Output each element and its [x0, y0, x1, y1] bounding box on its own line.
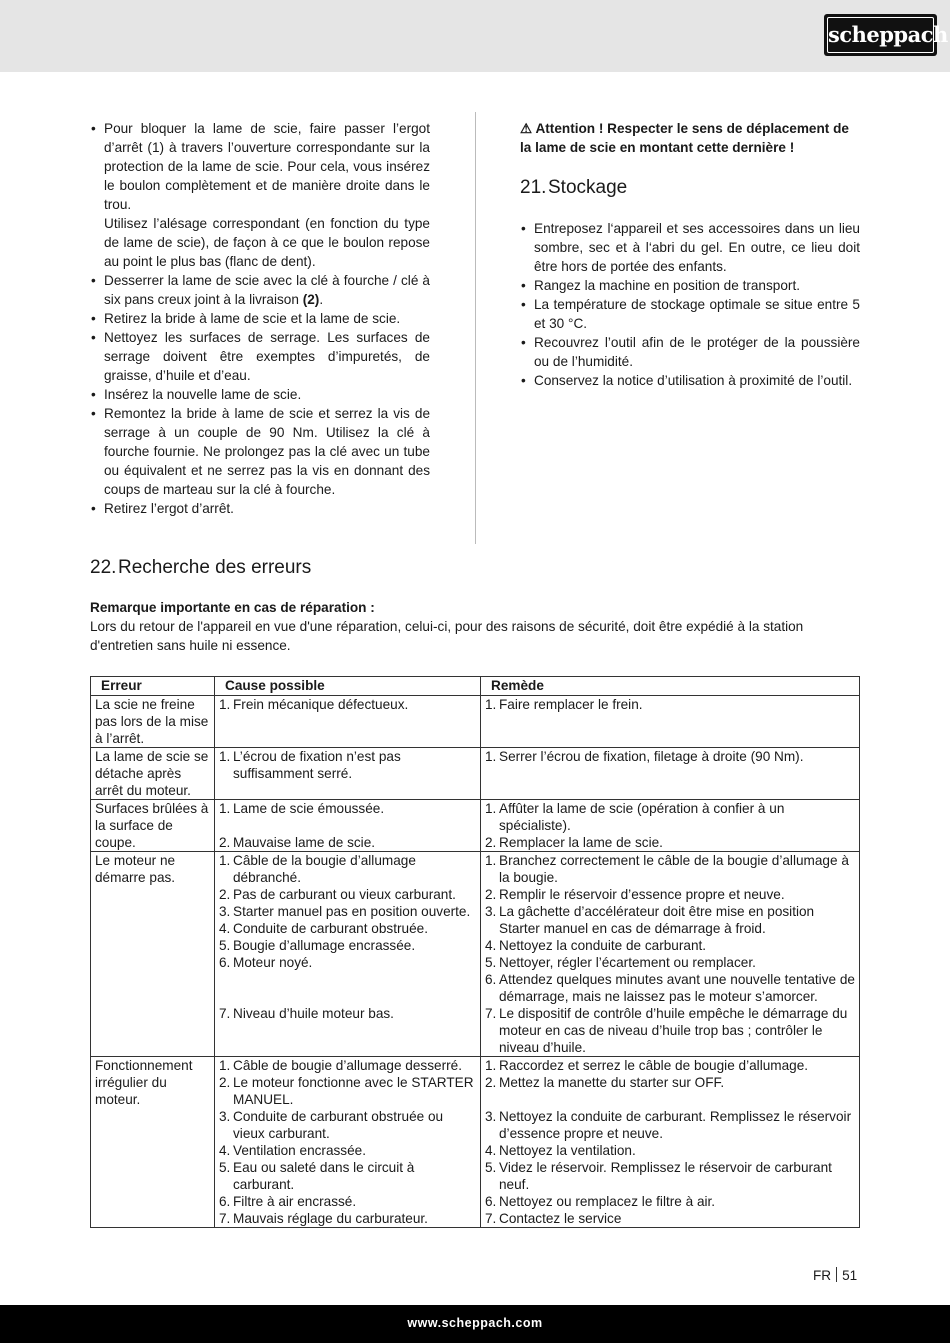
table-row	[91, 1057, 860, 1228]
list-item	[90, 499, 430, 518]
header-erreur: Erreur	[91, 677, 215, 696]
item-text: Branchez correctement le câble de la bougie d’allumage à la bougie.	[499, 853, 849, 885]
item-number: 5.	[219, 1160, 231, 1175]
item-number: 3.	[219, 904, 231, 919]
item-text: Mettez la manette du starter sur OFF.	[499, 1075, 725, 1090]
list-item	[219, 903, 476, 920]
item-text: Lame de scie émoussée.	[233, 801, 385, 816]
list-item	[485, 886, 855, 903]
list-item	[219, 748, 476, 782]
spacer	[219, 817, 476, 834]
section-22-heading: 22.Recherche des erreurs	[90, 557, 312, 578]
item-number: 7.	[485, 1211, 497, 1226]
item-number: 3.	[219, 1109, 231, 1124]
list-item	[219, 1108, 476, 1142]
column-divider	[475, 112, 476, 544]
remedy-cell	[481, 696, 860, 748]
troubleshooting-table	[90, 676, 860, 1228]
item-text: Mauvais réglage du carburateur.	[233, 1211, 428, 1226]
list-item	[219, 800, 476, 817]
list-item: • La température de stockage optimale se situe entre 5 et 30 °C.	[520, 295, 860, 333]
item-text: Contactez le service	[499, 1211, 622, 1226]
item-text: Filtre à air encrassé.	[233, 1194, 357, 1209]
item-text: Raccordez et serrez le câble de bougie d’allumage.	[499, 1058, 809, 1073]
remedy-cell	[481, 800, 860, 852]
spacer	[219, 988, 476, 1005]
item-number: 4.	[219, 1143, 231, 1158]
list-item	[485, 748, 855, 765]
list-item	[219, 852, 476, 886]
item-number: 1.	[219, 697, 231, 712]
list-item	[219, 1057, 476, 1074]
item-text: Câble de bougie d’allumage desserré.	[233, 1058, 462, 1073]
list-item	[219, 834, 476, 851]
list-item: • Rangez la machine en position de transport.	[520, 276, 860, 295]
list-item	[485, 1057, 855, 1074]
item-number: 2.	[485, 1075, 497, 1090]
item-number: 1.	[485, 853, 497, 868]
list-item	[485, 1210, 855, 1227]
item-text: Câble de la bougie d’allumage débranché.	[233, 853, 416, 885]
item-number: 1.	[219, 853, 231, 868]
item-number: 1.	[219, 1058, 231, 1073]
item-text: L’écrou de fixation n’est pas suffisamment serré.	[233, 749, 401, 781]
bullet-text: Retirez la bride à lame de scie et la lame de scie.	[104, 311, 401, 326]
list-item	[219, 1005, 476, 1022]
item-text: Nettoyer, régler l’écartement ou remplacer.	[499, 955, 756, 970]
numbered-list	[485, 800, 855, 851]
numbered-list	[219, 1057, 476, 1227]
list-item	[485, 1074, 855, 1091]
item-number: 1.	[219, 801, 231, 816]
item-text: Frein mécanique défectueux.	[233, 697, 409, 712]
remedy-cell	[481, 748, 860, 800]
remedy-cell	[481, 1057, 860, 1228]
numbered-list	[219, 800, 476, 851]
footer-bar	[0, 1305, 950, 1343]
scheppach-logo: scheppach	[824, 14, 937, 56]
list-item	[90, 385, 430, 404]
item-number: 3.	[485, 904, 497, 919]
item-text: Nettoyez la conduite de carburant.	[499, 938, 707, 953]
cause-cell	[215, 696, 481, 748]
item-text: Nettoyez la conduite de carburant. Remplissez le réservoir d’essence propre et neuve.	[499, 1109, 852, 1141]
table-row	[91, 800, 860, 852]
list-item	[219, 954, 476, 971]
item-number: 2.	[485, 887, 497, 902]
cause-cell	[215, 748, 481, 800]
header-remede: Remède	[481, 677, 860, 696]
item-text: Pas de carburant ou vieux carburant.	[233, 887, 456, 902]
list-item	[485, 852, 855, 886]
item-text: Bougie d’allumage encrassée.	[233, 938, 416, 953]
item-number: 1.	[219, 749, 231, 764]
numbered-list	[485, 696, 855, 713]
item-number: 7.	[219, 1211, 231, 1226]
cause-cell	[215, 800, 481, 852]
spacer	[485, 1091, 855, 1108]
item-text: Serrer l’écrou de fixation, filetage à droite (90 Nm).	[499, 749, 804, 764]
item-text: Videz le réservoir. Remplissez le réservoir de carburant neuf.	[499, 1160, 832, 1192]
warning-text: ⚠ Attention ! Respecter le sens de déplacement de la lame de scie en montant cette dernière !	[520, 121, 849, 155]
item-number: 5.	[219, 938, 231, 953]
list-item: • Entreposez l‘appareil et ses accessoires dans un lieu sombre, sec et à l‘abri du gel. En outre, ce lieu doit être hors de portée des enfants.	[520, 219, 860, 276]
error-cell: Le moteur ne démarre pas.	[91, 852, 215, 1057]
list-item: • Recouvrez l’outil afin de le protéger de la poussière ou de l’humidité.	[520, 333, 860, 371]
item-number: 6.	[485, 1194, 497, 1209]
list-item	[485, 1193, 855, 1210]
item-text: Attendez quelques minutes avant une nouvelle tentative de démarrage, mais ne laissez pas le moteur s’amorcer.	[499, 972, 855, 1004]
item-text: Remplacer la lame de scie.	[499, 835, 663, 850]
item-text: Faire remplacer le frein.	[499, 697, 643, 712]
table-row	[91, 748, 860, 800]
bullet-punct: .	[319, 292, 324, 307]
header-cause: Cause possible	[215, 677, 481, 696]
error-cell: Surfaces brûlées à la surface de coupe.	[91, 800, 215, 852]
item-number: 4.	[485, 938, 497, 953]
item-number: 6.	[219, 955, 231, 970]
item-text: Moteur noyé.	[233, 955, 313, 970]
item-text: Affûter la lame de scie (opération à confier à un spécialiste).	[499, 801, 785, 833]
list-item	[485, 954, 855, 971]
bullet-text: Nettoyez les surfaces de serrage. Les surfaces de serrage doivent être exemptes d’impuretés, de graisse, d’huile et d’eau.	[104, 330, 430, 383]
item-text: Starter manuel pas en position ouverte.	[233, 904, 471, 919]
section-21-heading: 21.Stockage	[520, 177, 628, 198]
item-number: 5.	[485, 955, 497, 970]
list-item	[485, 834, 855, 851]
table-row	[91, 696, 860, 748]
list-item	[485, 696, 855, 713]
list-item	[219, 937, 476, 954]
list-item	[485, 1142, 855, 1159]
list-item	[485, 1159, 855, 1193]
numbered-list	[219, 748, 476, 782]
bullet-bold-ref: (2)	[302, 292, 320, 307]
list-item	[219, 886, 476, 903]
item-number: 4.	[485, 1143, 497, 1158]
cause-cell	[215, 1057, 481, 1228]
list-item	[485, 800, 855, 834]
repair-note-text: Lors du retour de l'appareil en vue d'une réparation, celui-ci, pour des raisons de sécurité, doit être expédié à la station d'entretien sans huile ni essence.	[90, 619, 804, 653]
repair-note-title: Remarque importante en cas de réparation :	[90, 600, 375, 615]
error-cell: Fonctionnement irrégulier du moteur.	[91, 1057, 215, 1228]
list-item	[219, 1193, 476, 1210]
item-number: 3.	[485, 1109, 497, 1124]
bullet-subtext: Utilisez l’alésage correspondant (en fonction du type de lame de scie), de façon à ce que le boulon repose au point le plus bas (flanc de dent).	[104, 216, 430, 269]
header-bar	[0, 0, 950, 72]
item-number: 2.	[485, 835, 497, 850]
item-text: Nettoyez la ventilation.	[499, 1143, 636, 1158]
list-item	[219, 1142, 476, 1159]
footer-url[interactable]: www.scheppach.com	[407, 1316, 543, 1330]
item-text: Conduite de carburant obstruée ou vieux carburant.	[233, 1109, 444, 1141]
bullet-text: Insérez la nouvelle lame de scie.	[104, 387, 302, 402]
list-item	[219, 1074, 476, 1108]
numbered-list	[485, 748, 855, 765]
item-text: Le moteur fonctionne avec le STARTER MANUEL.	[233, 1075, 474, 1107]
list-item	[485, 1108, 855, 1142]
storage-bullet-list	[520, 219, 860, 390]
table-header-row	[91, 677, 860, 696]
item-number: 6.	[219, 1194, 231, 1209]
bullet-text: Remontez la bride à lame de scie et serrez la vis de serrage à un couple de 90 Nm. Utilisez la clé à fourche fournie. Ne prolongez pas la clé avec un tube ou équivalent et ne serrez pas la vis en donnant des coups de marteau sur la clé à fourche.	[104, 406, 430, 497]
remedy-cell	[481, 852, 860, 1057]
list-item	[90, 309, 430, 328]
list-item	[219, 920, 476, 937]
item-text: Nettoyez ou remplacez le filtre à air.	[499, 1194, 716, 1209]
item-number: 6.	[485, 972, 497, 987]
list-item	[219, 1210, 476, 1227]
item-number: 2.	[219, 1075, 231, 1090]
list-item	[90, 404, 430, 499]
list-item	[485, 903, 855, 937]
list-item	[485, 1005, 855, 1056]
right-column	[520, 119, 860, 390]
item-text: Remplir le réservoir d’essence propre et neuve.	[499, 887, 785, 902]
item-number: 7.	[485, 1006, 497, 1021]
item-number: 1.	[485, 801, 497, 816]
error-cell: La scie ne freine pas lors de la mise à l’arrêt.	[91, 696, 215, 748]
bullet-text: Retirez l’ergot d’arrêt.	[104, 501, 234, 516]
numbered-list	[485, 852, 855, 1056]
list-item	[485, 971, 855, 1005]
item-text: Mauvaise lame de scie.	[233, 835, 376, 850]
left-column	[90, 119, 430, 518]
table-row	[91, 852, 860, 1057]
list-item	[90, 119, 430, 214]
numbered-list	[485, 1057, 855, 1227]
item-text: Eau ou saleté dans le circuit à carburant.	[233, 1160, 415, 1192]
list-item	[219, 696, 476, 713]
item-text: Ventilation encrassée.	[233, 1143, 367, 1158]
item-number: 1.	[485, 749, 497, 764]
item-text: La gâchette d’accélérateur doit être mise en position Starter manuel en cas de démarrage à froid.	[499, 904, 815, 936]
numbered-list	[219, 696, 476, 713]
item-text: Le dispositif de contrôle d’huile empêche le démarrage du moteur en cas de niveau d’huile trop bas ; contrôler le niveau d’huile.	[499, 1006, 848, 1055]
error-cell: La lame de scie se détache après arrêt du moteur.	[91, 748, 215, 800]
cause-cell	[215, 852, 481, 1057]
item-number: 2.	[219, 887, 231, 902]
page-number: FR 51	[813, 1268, 858, 1283]
numbered-list	[219, 852, 476, 1022]
item-number: 7.	[219, 1006, 231, 1021]
list-item	[485, 937, 855, 954]
list-item	[90, 328, 430, 385]
item-number: 1.	[485, 1058, 497, 1073]
spacer	[219, 971, 476, 988]
bullet-text: Pour bloquer la lame de scie, faire passer l’ergot d’arrêt (1) à travers l’ouverture correspondante sur la protection de la lame de scie. Pour cela, vous insérez le boulon complètement et de manière droite dans le trou.	[104, 121, 430, 212]
item-number: 2.	[219, 835, 231, 850]
list-item	[219, 1159, 476, 1193]
list-item	[90, 271, 430, 309]
item-text: Conduite de carburant obstruée.	[233, 921, 428, 936]
item-number: 5.	[485, 1160, 497, 1175]
list-item: • Conservez la notice d’utilisation à proximité de l’outil.	[520, 371, 860, 390]
item-number: 4.	[219, 921, 231, 936]
left-bullet-list	[90, 119, 430, 518]
bullet-text: Desserrer la lame de scie avec la clé à fourche / clé à six pans creux joint à la livraison	[104, 273, 430, 307]
item-text: Niveau d’huile moteur bas.	[233, 1006, 394, 1021]
item-number: 1.	[485, 697, 497, 712]
